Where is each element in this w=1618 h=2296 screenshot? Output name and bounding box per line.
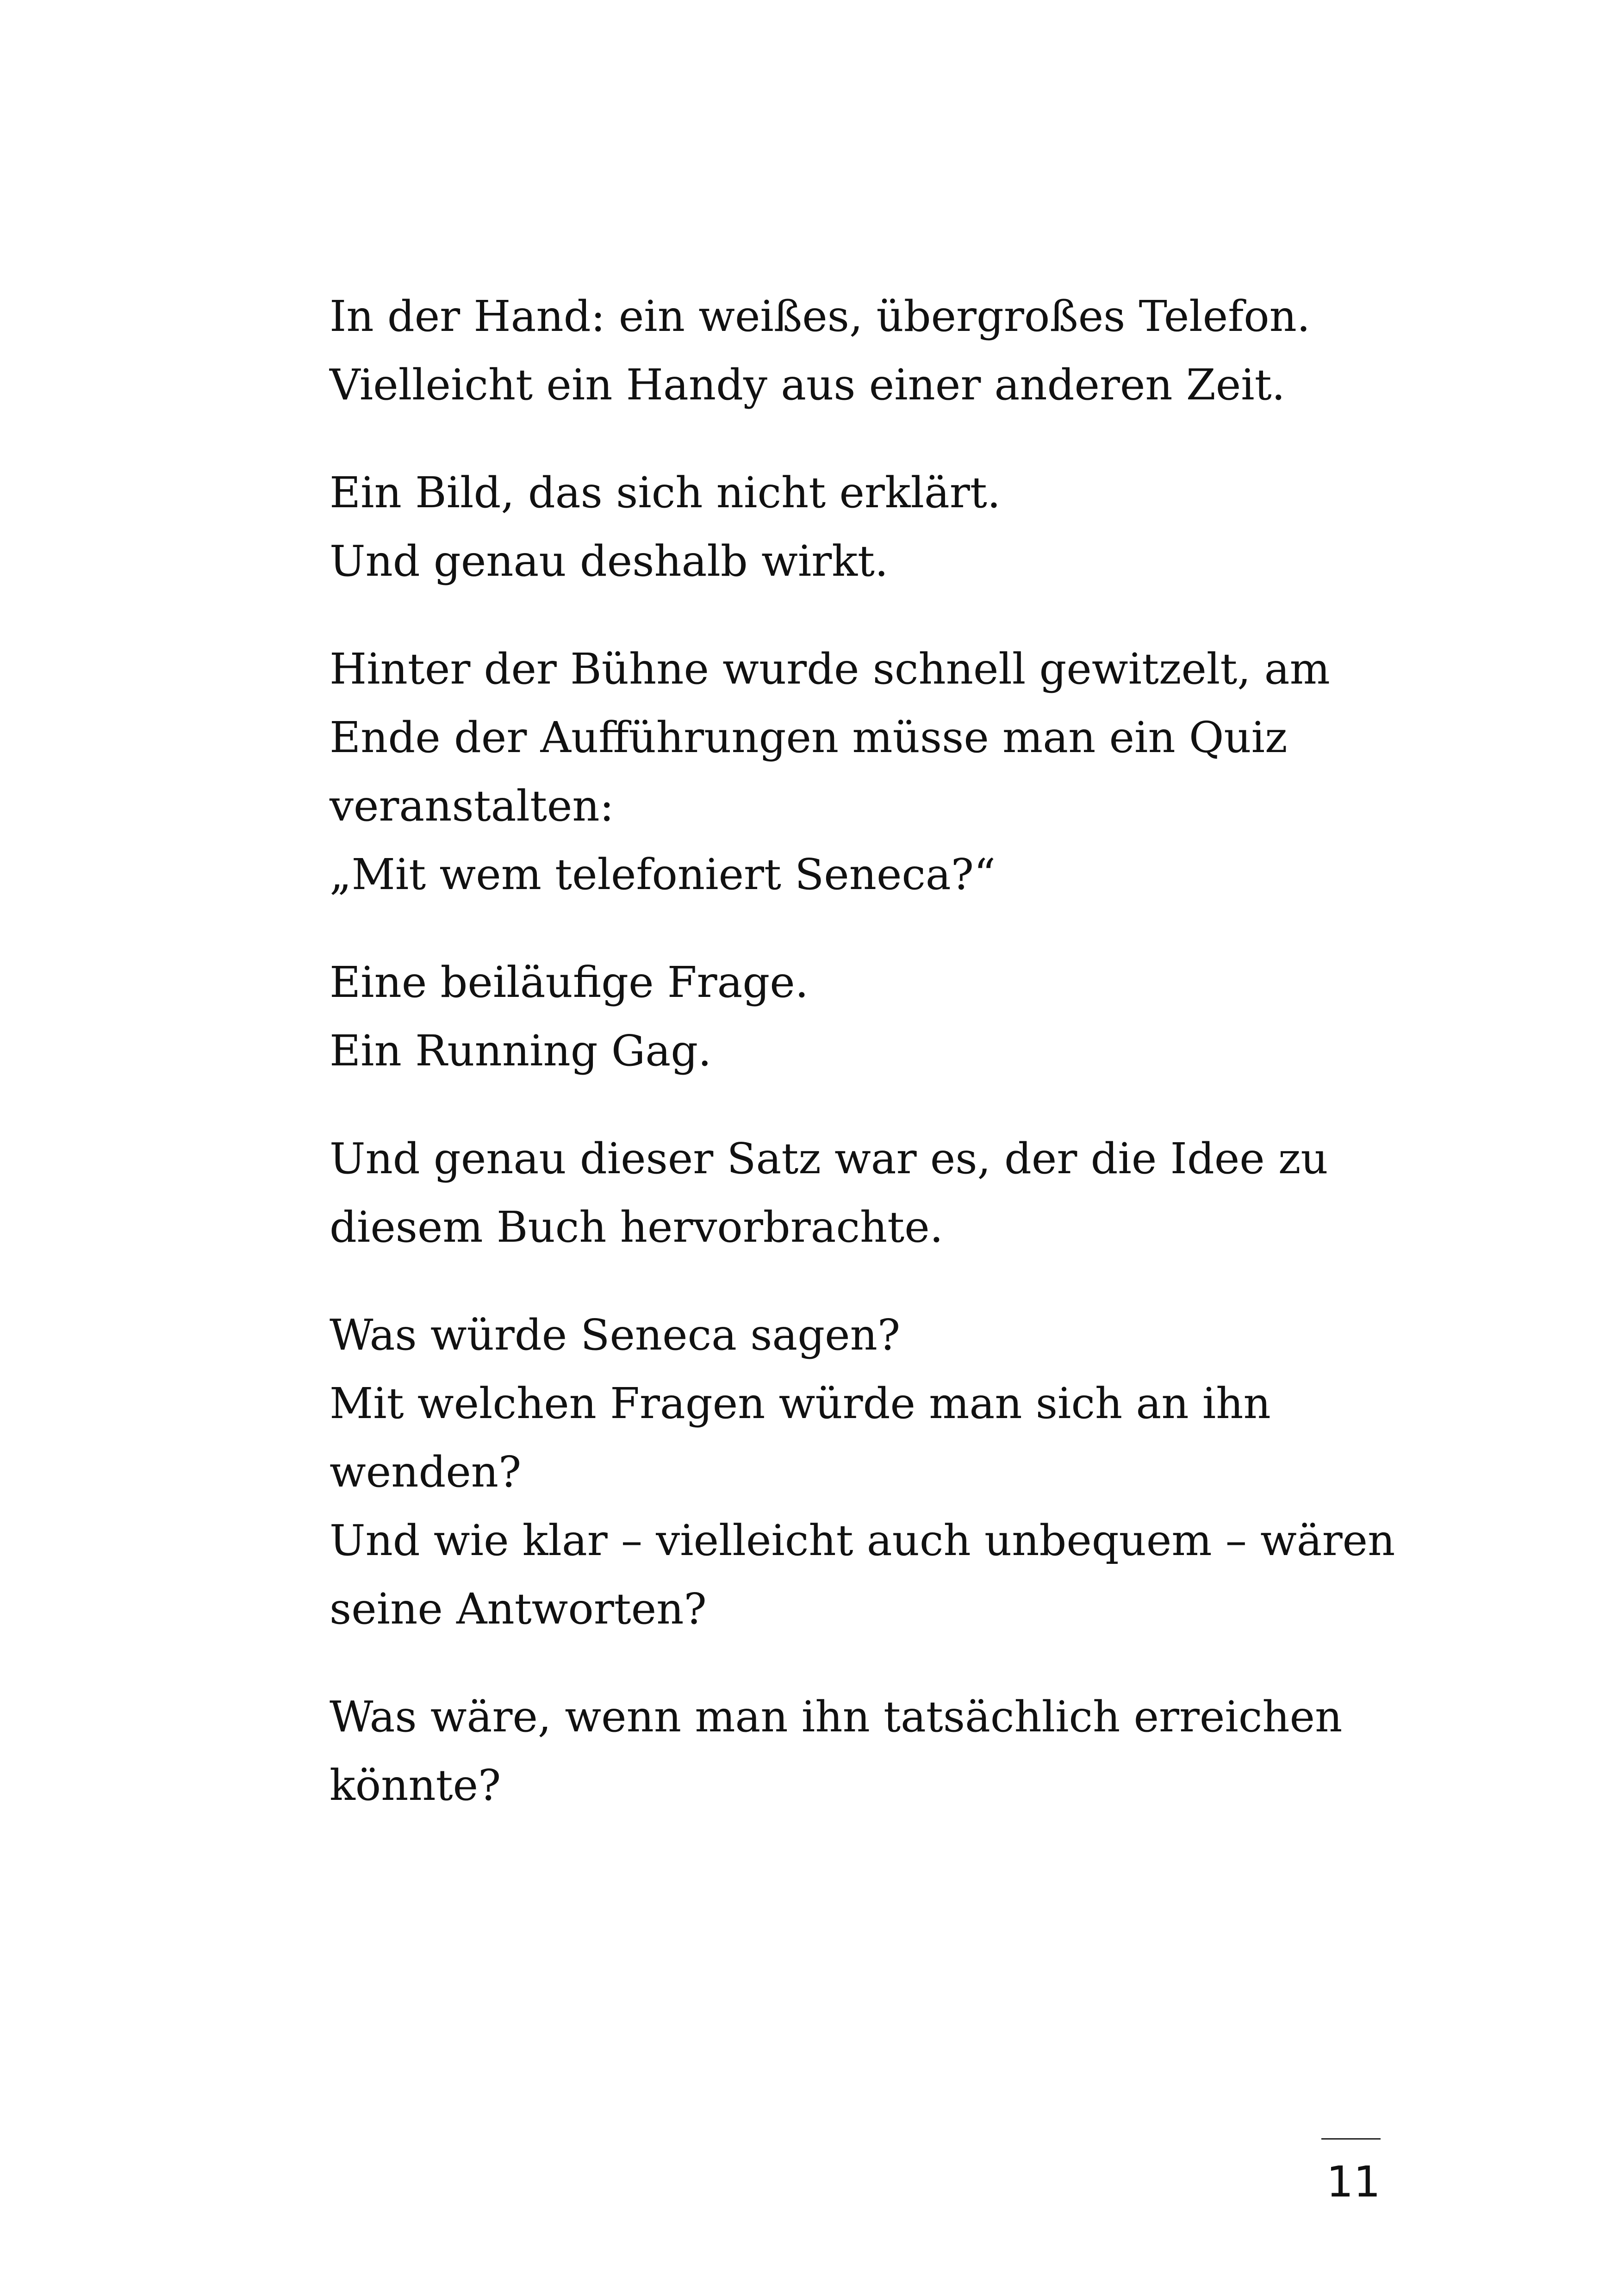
text-line: Was wäre, wenn man ihn tatsächlich erreichen xyxy=(330,1692,1343,1742)
text-line: Hinter der Bühne wurde schnell gewitzelt, am xyxy=(330,644,1330,694)
text-line: „Mit wem telefoniert Seneca?“ xyxy=(330,850,996,899)
paragraph-5 xyxy=(330,1125,1394,1262)
text-line: Mit welchen Fragen würde man sich an ihn xyxy=(330,1379,1271,1428)
paragraph-6 xyxy=(330,1301,1394,1643)
text-line: diesem Buch hervorbrachte. xyxy=(330,1202,943,1252)
text-line: könnte? xyxy=(330,1761,501,1810)
text-line: Ein Bild, das sich nicht erklärt. xyxy=(330,468,1001,517)
text-line: Ein Running Gag. xyxy=(330,1026,712,1076)
text-line: seine Antworten? xyxy=(330,1584,707,1634)
paragraph-7 xyxy=(330,1683,1394,1820)
text-line: Was würde Seneca sagen? xyxy=(330,1310,901,1360)
page-number: 11 xyxy=(1326,2157,1381,2207)
paragraph-1 xyxy=(330,282,1394,419)
text-line: Eine beiläufige Frage. xyxy=(330,958,809,1007)
text-line: Und genau dieser Satz war es, der die Idee zu xyxy=(330,1134,1328,1183)
text-line: veranstalten: xyxy=(330,781,614,831)
text-line: In der Hand: ein weißes, übergroßes Telefon. xyxy=(330,292,1311,341)
body-text xyxy=(330,282,1394,1859)
text-line: wenden? xyxy=(330,1447,522,1497)
text-line: Und wie klar – vielleicht auch unbequem – wären xyxy=(330,1516,1395,1565)
text-line: Ende der Aufführungen müsse man ein Quiz xyxy=(330,713,1288,762)
paragraph-2 xyxy=(330,459,1394,596)
paragraph-4 xyxy=(330,948,1394,1085)
paragraph-3 xyxy=(330,635,1394,909)
text-line: Und genau deshalb wirkt. xyxy=(330,536,889,586)
page-number-rule xyxy=(1321,2138,1381,2140)
text-line: Vielleicht ein Handy aus einer anderen Zeit. xyxy=(330,360,1285,410)
